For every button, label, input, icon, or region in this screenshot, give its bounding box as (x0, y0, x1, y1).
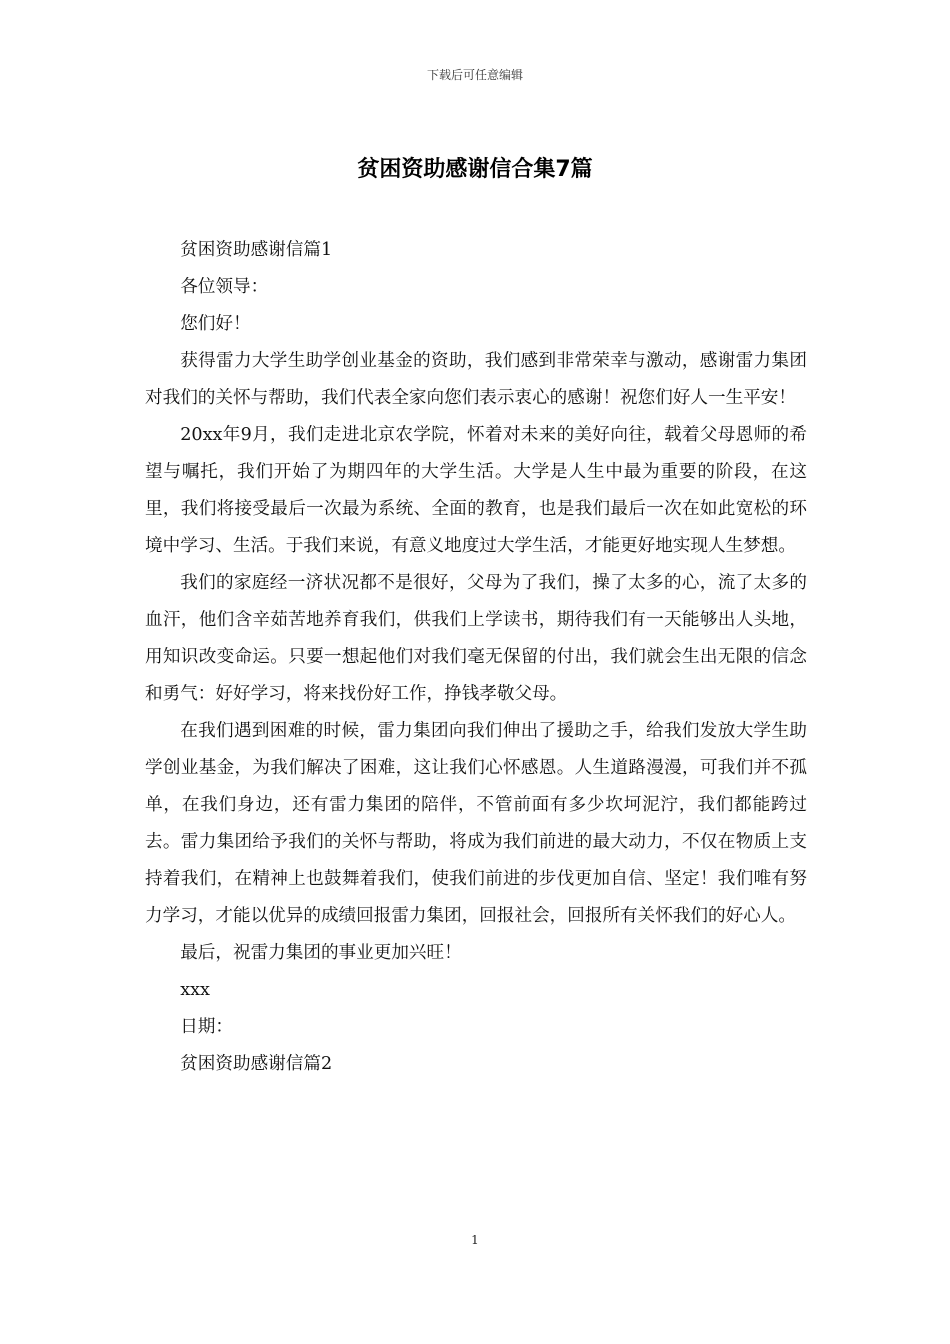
body-paragraph: 获得雷力大学生助学创业基金的资助，我们感到非常荣幸与激动，感谢雷力集团对我们的关怀与帮助，我们代表全家向您们表示衷心的感谢！祝您们好人一生平安！ (145, 351, 807, 408)
page-number: 1 (471, 1233, 479, 1247)
document-title: 贫困资助感谢信合集7篇 (357, 157, 593, 182)
signature: xxx (180, 980, 210, 1000)
header-note: 下载后可任意编辑 (426, 68, 523, 82)
closing-wish: 最后，祝雷力集团的事业更加兴旺！ (180, 943, 462, 963)
body-paragraph: 20xx年9月，我们走进北京农学院，怀着对未来的美好向往，载着父母恩师的希望与嘱托，我们开始了为期四年的大学生活。大学是人生中最为重要的阶段，在这里，我们将接受最后一次最为系统、全面的教育，也是我们最后一次在如此宽松的环境中学习、生活。于我们来说，有意义地度过大学生活，才能更好地实现人生梦想。 (145, 425, 807, 556)
salutation: 各位领导： (180, 277, 269, 297)
document-body (145, 232, 807, 1083)
date-line: 日期： (180, 1017, 233, 1037)
body-paragraph: 我们的家庭经一济状况都不是很好，父母为了我们，操了太多的心，流了太多的血汗，他们含辛茹苦地养育我们，供我们上学读书，期待我们有一天能够出人头地，用知识改变命运。只要一想起他们对我们毫无保留的付出，我们就会生出无限的信念和勇气：好好学习，将来找份好工作，挣钱孝敬父母。 (145, 573, 807, 704)
body-paragraph: 在我们遇到困难的时候，雷力集团向我们伸出了援助之手，给我们发放大学生助学创业基金，为我们解决了困难，这让我们心怀感恩。人生道路漫漫，可我们并不孤单，在我们身边，还有雷力集团的陪伴，不管前面有多少坎坷泥泞，我们都能跨过去。雷力集团给予我们的关怀与帮助，将成为我们前进的最大动力，不仅在物质上支持着我们，在精神上也鼓舞着我们，使我们前进的步伐更加自信、坚定！我们唯有努力学习，才能以优异的成绩回报雷力集团，回报社会，回报所有关怀我们的好心人。 (145, 721, 807, 926)
section-heading: 贫困资助感谢信篇2 (180, 1054, 333, 1074)
greeting: 您们好！ (180, 314, 251, 334)
section-heading: 贫困资助感谢信篇1 (180, 240, 333, 260)
